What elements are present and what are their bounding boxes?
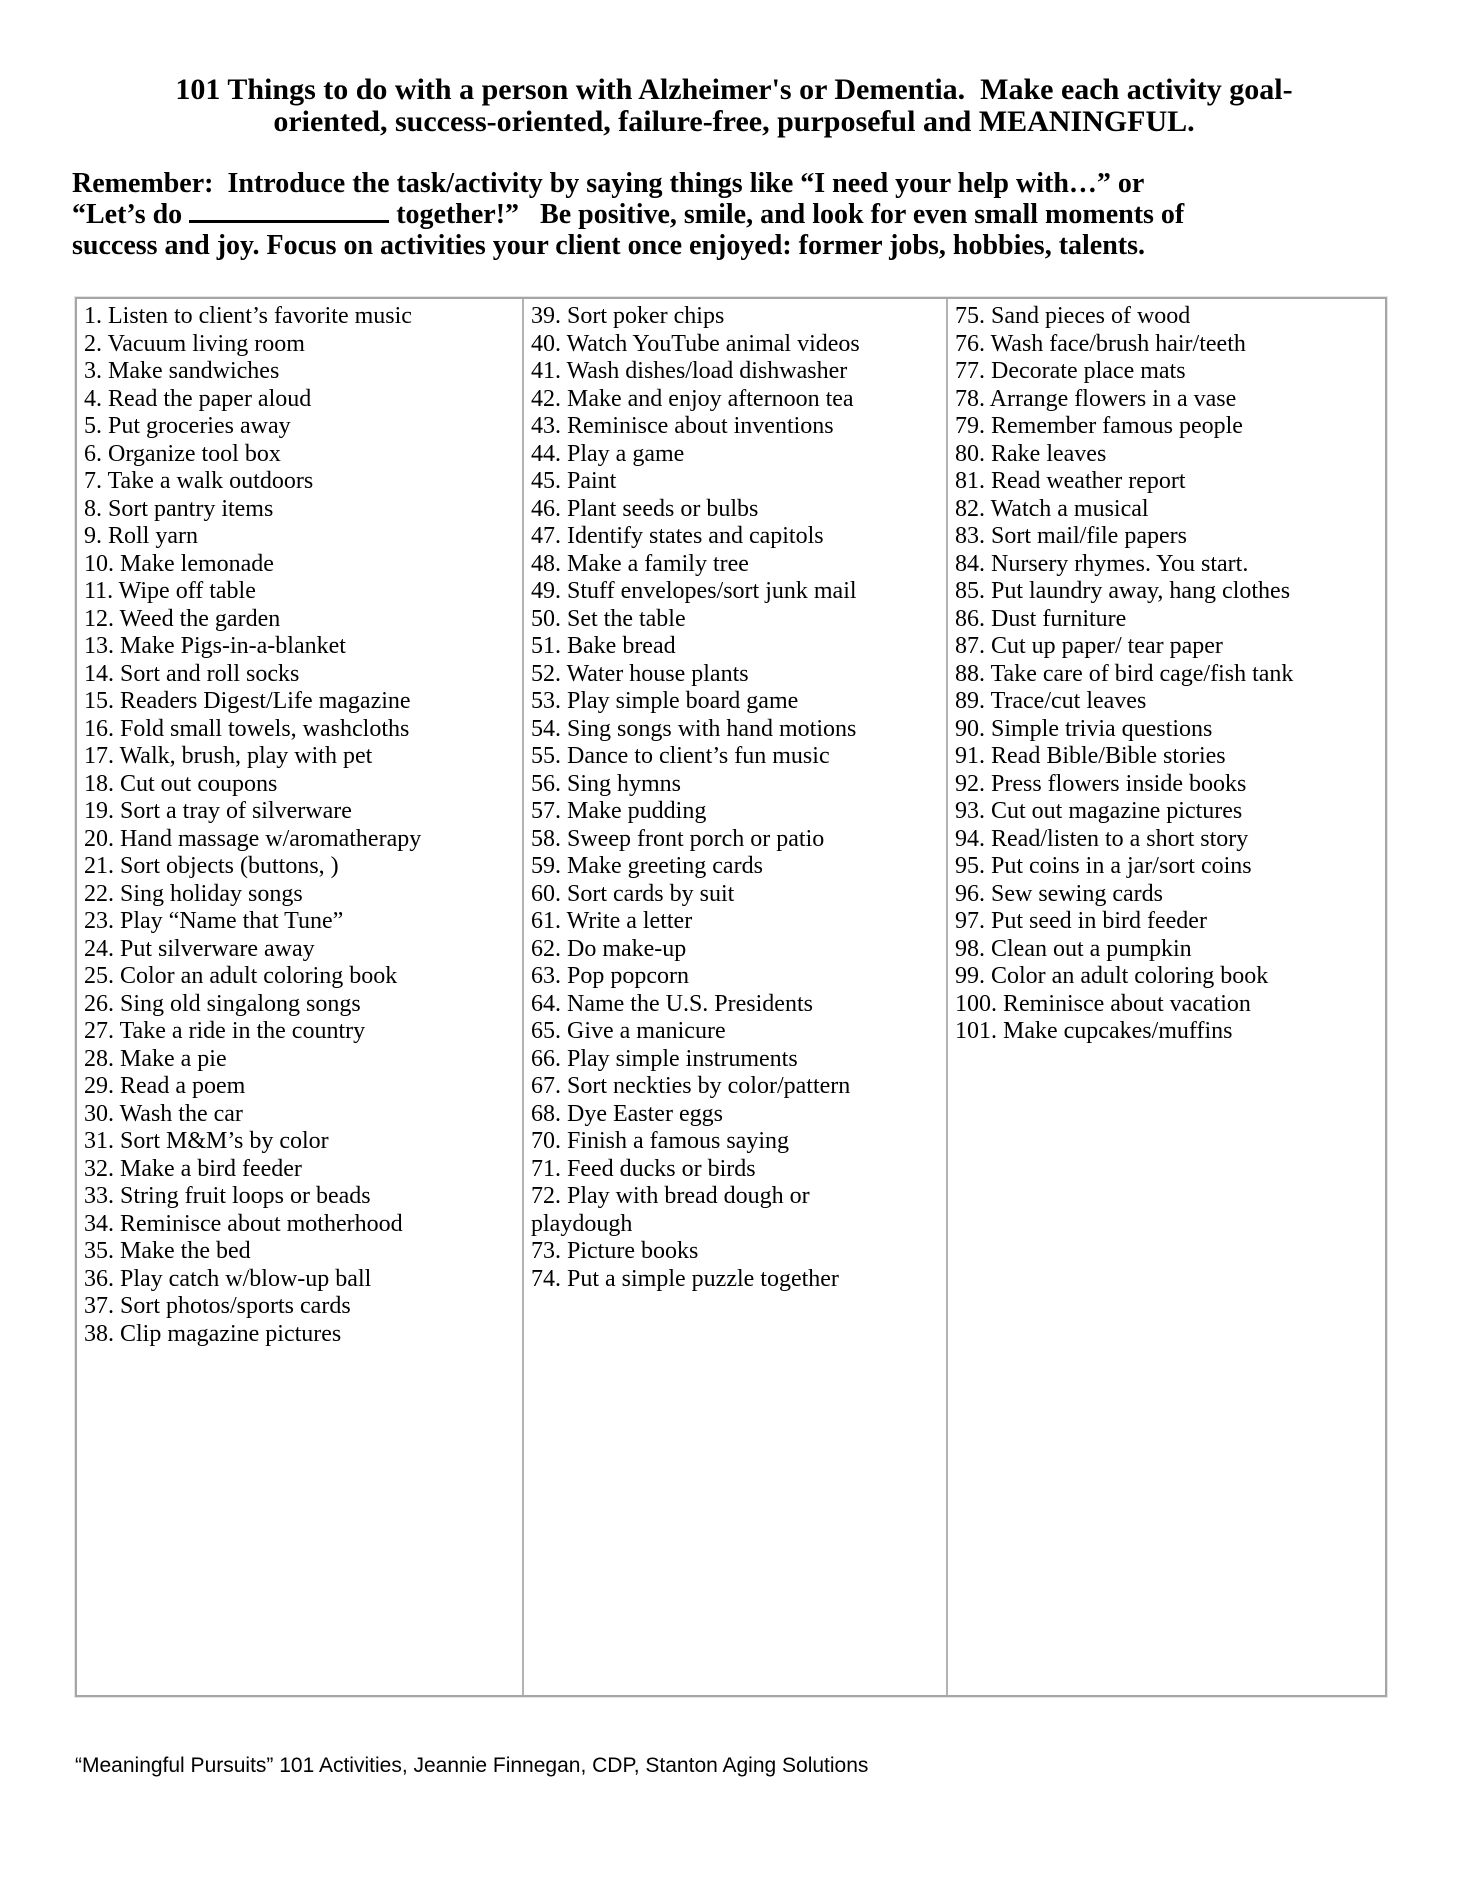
list-item: 25. Color an adult coloring book: [84, 963, 398, 989]
activity-column-2: [522, 299, 946, 1695]
list-item: 21. Sort objects (buttons, ): [84, 853, 339, 879]
list-item: 39. Sort poker chips: [531, 303, 725, 329]
list-item: 78. Arrange flowers in a vase: [955, 385, 1237, 412]
list-item: 61. Write a letter: [531, 908, 693, 934]
list-item: 32. Make a bird feeder: [84, 1155, 302, 1182]
footer-citation: “Meaningful Pursuits” 101 Activities, Jeannie Finnegan, CDP, Stanton Aging Solutions: [75, 1754, 869, 1777]
list-item: 14. Sort and roll socks: [84, 660, 300, 687]
list-item: 22. Sing holiday songs: [84, 880, 303, 907]
list-item: 74. Put a simple puzzle together: [531, 1265, 839, 1292]
list-item: 99. Color an adult coloring book: [955, 963, 1269, 989]
list-item: 60. Sort cards by suit: [531, 880, 735, 907]
list-item: 54. Sing songs with hand motions: [531, 715, 857, 742]
list-item: 2. Vacuum living room: [84, 330, 305, 357]
list-item: 53. Play simple board game: [531, 688, 799, 714]
intro-line-2-lead: “Let’s do: [72, 199, 190, 230]
intro-line-1: Remember: Introduce the task/activity by saying things like “I need your help with…” or: [72, 168, 1145, 199]
list-item: 42. Make and enjoy afternoon tea: [531, 385, 854, 412]
list-item: 28. Make a pie: [84, 1045, 227, 1072]
intro-line-3: success and joy. Focus on activities your client once enjoyed: former jobs, hobbies, talents.: [72, 230, 1146, 261]
list-item: 70. Finish a famous saying: [531, 1128, 789, 1154]
list-item: 88. Take care of bird cage/fish tank: [955, 660, 1294, 687]
list-item: 7. Take a walk outdoors: [84, 468, 314, 494]
list-item: 95. Put coins in a jar/sort coins: [955, 853, 1252, 879]
list-item: 62. Do make-up: [531, 935, 687, 962]
list-item: 9. Roll yarn: [84, 523, 198, 549]
list-item: 84. Nursery rhymes. You start.: [955, 550, 1249, 577]
list-item: 91. Read Bible/Bible stories: [955, 743, 1226, 769]
list-item: 71. Feed ducks or birds: [531, 1155, 756, 1182]
list-item: 77. Decorate place mats: [955, 358, 1186, 384]
list-item: 80. Rake leaves: [955, 440, 1107, 467]
list-item: 76. Wash face/brush hair/teeth: [955, 330, 1246, 357]
list-item: 64. Name the U.S. Presidents: [531, 990, 813, 1017]
list-item: 65. Give a manicure: [531, 1018, 726, 1044]
list-item: 93. Cut out magazine pictures: [955, 798, 1243, 824]
list-item: 41. Wash dishes/load dishwasher: [531, 358, 848, 384]
list-item: 23. Play “Name that Tune”: [84, 908, 344, 934]
list-item: 85. Put laundry away, hang clothes: [955, 578, 1291, 604]
list-item: 100. Reminisce about vacation: [955, 990, 1251, 1017]
list-item: 55. Dance to client’s fun music: [531, 743, 830, 769]
list-item: 98. Clean out a pumpkin: [955, 935, 1192, 962]
list-item: 36. Play catch w/blow-up ball: [84, 1265, 372, 1292]
list-item: 52. Water house plants: [531, 660, 749, 687]
list-item: 26. Sing old singalong songs: [84, 990, 361, 1017]
list-item: 48. Make a family tree: [531, 550, 749, 577]
list-item: 38. Clip magazine pictures: [84, 1320, 342, 1347]
title-line-1: 101 Things to do with a person with Alzheimer's or Dementia. Make each activity goal-: [175, 73, 1293, 106]
list-item: 90. Simple trivia questions: [955, 715, 1213, 742]
list-item: 79. Remember famous people: [955, 413, 1243, 439]
activity-column-1: [77, 299, 522, 1695]
list-item: 43. Reminisce about inventions: [531, 413, 834, 439]
list-item: 10. Make lemonade: [84, 550, 274, 577]
list-item: 35. Make the bed: [84, 1238, 251, 1264]
list-item: 63. Pop popcorn: [531, 963, 689, 989]
list-item: 59. Make greeting cards: [531, 853, 763, 879]
list-item: 49. Stuff envelopes/sort junk mail: [531, 578, 857, 604]
list-item: 27. Take a ride in the country: [84, 1018, 366, 1044]
list-item: 4. Read the paper aloud: [84, 385, 312, 412]
list-item: 96. Sew sewing cards: [955, 880, 1163, 907]
list-item: 44. Play a game: [531, 440, 685, 467]
list-item: 17. Walk, brush, play with pet: [84, 743, 373, 769]
list-item: 16. Fold small towels, washcloths: [84, 715, 410, 742]
list-item: 67. Sort neckties by color/pattern: [531, 1073, 851, 1099]
list-item: 51. Bake bread: [531, 633, 676, 659]
list-item: 24. Put silverware away: [84, 935, 315, 962]
list-item: 83. Sort mail/file papers: [955, 523, 1187, 549]
list-item: 72. Play with bread dough or playdough: [531, 1183, 810, 1237]
intro-line-2: [72, 199, 1468, 230]
list-item: 12. Weed the garden: [84, 605, 281, 632]
list-item: 66. Play simple instruments: [531, 1045, 798, 1072]
list-item: 58. Sweep front porch or patio: [531, 825, 825, 852]
list-item: 19. Sort a tray of silverware: [84, 798, 352, 824]
list-item: 34. Reminisce about motherhood: [84, 1210, 403, 1237]
intro-line-2-tail: together!” Be positive, smile, and look for even small moments of: [389, 199, 1185, 230]
list-item: 31. Sort M&M’s by color: [84, 1128, 329, 1154]
activity-column-3: [946, 299, 1385, 1695]
list-item: 13. Make Pigs-in-a-blanket: [84, 633, 346, 659]
list-item: 46. Plant seeds or bulbs: [531, 495, 759, 522]
list-item: 97. Put seed in bird feeder: [955, 908, 1207, 934]
list-item: 56. Sing hymns: [531, 770, 682, 797]
list-item: 15. Readers Digest/Life magazine: [84, 688, 411, 714]
list-item: 94. Read/listen to a short story: [955, 825, 1249, 852]
list-item: 47. Identify states and capitols: [531, 523, 824, 549]
fill-in-blank: [189, 203, 389, 223]
list-item: 18. Cut out coupons: [84, 770, 278, 797]
list-item: 8. Sort pantry items: [84, 495, 274, 522]
list-item: 1. Listen to client’s favorite music: [84, 303, 412, 329]
list-item: 101. Make cupcakes/muffins: [955, 1018, 1233, 1044]
list-item: 68. Dye Easter eggs: [531, 1100, 723, 1127]
list-item: 92. Press flowers inside books: [955, 770, 1247, 797]
list-item: 6. Organize tool box: [84, 440, 281, 467]
list-item: 37. Sort photos/sports cards: [84, 1293, 351, 1319]
list-item: 11. Wipe off table: [84, 578, 256, 604]
list-item: 45. Paint: [531, 468, 617, 494]
list-item: 20. Hand massage w/aromatherapy: [84, 825, 422, 852]
document-title: [0, 0, 1468, 138]
list-item: 73. Picture books: [531, 1238, 699, 1264]
intro-paragraph: [72, 168, 1468, 261]
list-item: 29. Read a poem: [84, 1073, 246, 1099]
list-item: 30. Wash the car: [84, 1100, 243, 1127]
list-item: 40. Watch YouTube animal videos: [531, 330, 860, 357]
list-item: 50. Set the table: [531, 605, 686, 632]
list-item: 33. String fruit loops or beads: [84, 1183, 371, 1209]
list-item: 75. Sand pieces of wood: [955, 303, 1191, 329]
list-item: 86. Dust furniture: [955, 605, 1127, 632]
title-line-2: oriented, success-oriented, failure-free, purposeful and MEANINGFUL.: [273, 105, 1195, 138]
list-item: 82. Watch a musical: [955, 495, 1149, 522]
list-item: 87. Cut up paper/ tear paper: [955, 633, 1223, 659]
list-item: 81. Read weather report: [955, 468, 1186, 494]
list-item: 3. Make sandwiches: [84, 358, 280, 384]
list-item: 5. Put groceries away: [84, 413, 291, 439]
list-item: 89. Trace/cut leaves: [955, 688, 1147, 714]
list-item: 57. Make pudding: [531, 798, 707, 824]
activity-table: [75, 297, 1387, 1697]
